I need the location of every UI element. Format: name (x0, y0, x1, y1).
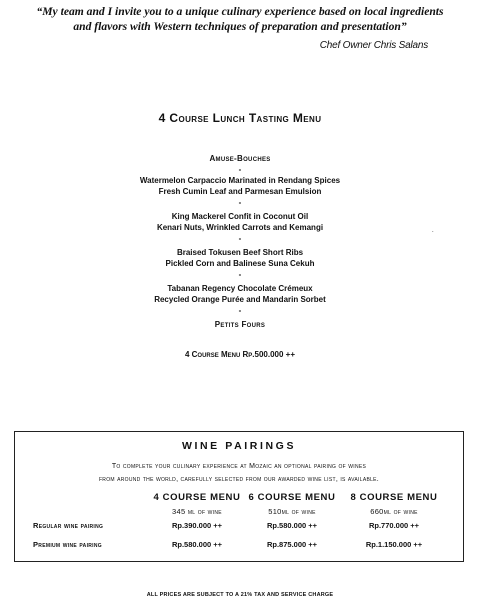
price-cell: Rp.1.150.000 ++ (365, 540, 423, 549)
course-4-line-1: Tabanan Regency Chocolate Crémeux (167, 284, 313, 293)
menu-price: 4 Course Menu Rp.500.000 ++ (184, 350, 296, 359)
quote-line-2: and flavors with Western techniques of preparation and presentation” (73, 20, 407, 33)
column-volume: 510ml of wine (268, 507, 316, 516)
course-4-line-2: Recycled Orange Purée and Mandarin Sorbet (154, 295, 326, 304)
course-2-line-2: Kenari Nuts, Wrinkled Carrots and Kemangi (156, 223, 324, 232)
column-volume: 660ml of wine (370, 507, 418, 516)
wine-pairings-description (15, 460, 463, 486)
separator: - (238, 306, 242, 315)
row-label-regular: Regular wine pairing (33, 521, 104, 530)
price-cell: Rp.770.000 ++ (368, 521, 420, 530)
separator: - (238, 198, 242, 207)
course-3 (0, 247, 480, 269)
course-2-line-1: King Mackerel Confit in Coconut Oil (171, 212, 309, 221)
course-1-line-2: Fresh Cumin Leaf and Parmesan Emulsion (158, 187, 322, 196)
wine-desc-line-1: To complete your culinary experience at Mozaic an optional pairing of wines (111, 463, 367, 470)
course-1-line-1: Watermelon Carpaccio Marinated in Rendang Spices (139, 176, 341, 185)
chef-quote (0, 4, 480, 34)
petits-fours: Petits Fours (214, 320, 266, 329)
course-2 (0, 211, 480, 233)
wine-pairings-box (14, 431, 464, 562)
price-cell: Rp.580.000 ++ (266, 521, 318, 530)
price-cell: Rp.390.000 ++ (171, 521, 223, 530)
column-header: 8 COURSE MENU (350, 492, 438, 503)
amuse-bouches: Amuse-Bouches (209, 154, 271, 163)
price-cell: Rp.875.000 ++ (266, 540, 318, 549)
column-6-course (237, 492, 347, 516)
tax-notice: ALL PRICES ARE SUBJECT TO A 21% TAX AND SERVICE CHARGE (146, 592, 334, 598)
column-header: 4 COURSE MENU (153, 492, 241, 503)
tasting-menu (0, 111, 480, 359)
course-3-line-2: Pickled Corn and Balinese Suna Cekuh (165, 259, 315, 268)
menu-title: 4 Course Lunch Tasting Menu (158, 111, 322, 125)
column-volume: 345 ml of wine (172, 507, 222, 516)
course-1 (0, 175, 480, 197)
column-header: 6 COURSE MENU (248, 492, 336, 503)
wine-desc-line-2: from around the world, carefully selected from our awarded wine list, is available. (98, 476, 380, 483)
course-4 (0, 283, 480, 305)
chef-attribution: Chef Owner Chris Salans (319, 40, 428, 51)
separator: - (238, 270, 242, 279)
price-cell: Rp.580.000 ++ (171, 540, 223, 549)
course-3-line-1: Braised Tokusen Beef Short Ribs (176, 248, 304, 257)
column-4-course (142, 492, 252, 516)
row-label-premium: Premium wine pairing (33, 540, 102, 549)
stray-mark: . (432, 228, 434, 234)
column-8-course (339, 492, 449, 516)
wine-pairings-title: WINE PAIRINGS (181, 440, 297, 452)
quote-line-1: “My team and I invite you to a unique culinary experience based on local ingredients (36, 5, 444, 18)
separator: - (238, 165, 242, 174)
separator: - (238, 234, 242, 243)
